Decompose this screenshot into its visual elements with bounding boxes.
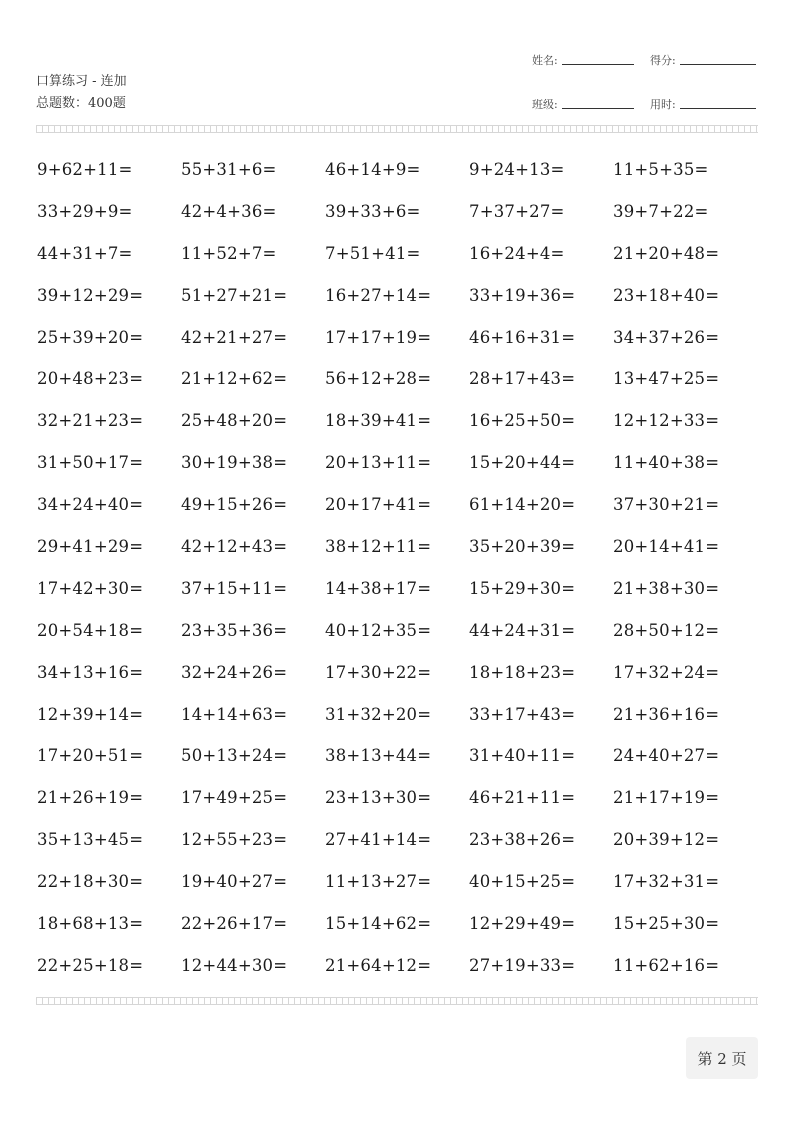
problem-item: 61+14+20= bbox=[469, 495, 576, 515]
problem-item: 17+32+31= bbox=[613, 872, 720, 892]
problem-item: 31+40+11= bbox=[469, 746, 576, 766]
problem-item: 21+26+19= bbox=[37, 788, 144, 808]
name-blank bbox=[562, 63, 634, 65]
problem-item: 33+29+9= bbox=[37, 201, 133, 221]
problem-item: 17+49+25= bbox=[181, 788, 288, 808]
problem-item: 14+38+17= bbox=[325, 578, 432, 598]
problem-item: 34+13+16= bbox=[37, 662, 144, 682]
problem-item: 39+12+29= bbox=[37, 285, 144, 305]
problem-item: 27+19+33= bbox=[469, 955, 576, 975]
bottom-border-divider bbox=[36, 997, 758, 1005]
problem-item: 34+24+40= bbox=[37, 495, 144, 515]
problem-item: 42+12+43= bbox=[181, 537, 288, 557]
problem-item: 37+15+11= bbox=[181, 578, 288, 598]
problem-item: 15+25+30= bbox=[613, 914, 720, 934]
problem-item: 16+27+14= bbox=[325, 285, 432, 305]
problem-item: 16+24+4= bbox=[469, 243, 565, 263]
problem-item: 39+7+22= bbox=[613, 201, 709, 221]
problem-item: 22+18+30= bbox=[37, 872, 144, 892]
problem-item: 12+12+33= bbox=[613, 411, 720, 431]
problem-item: 21+12+62= bbox=[181, 369, 288, 389]
problem-item: 56+12+28= bbox=[325, 369, 432, 389]
problem-item: 35+13+45= bbox=[37, 830, 144, 850]
problem-item: 31+32+20= bbox=[325, 704, 432, 724]
problem-grid bbox=[37, 155, 757, 993]
problem-item: 12+39+14= bbox=[37, 704, 144, 724]
problem-item: 20+54+18= bbox=[37, 620, 144, 640]
problem-item: 17+32+24= bbox=[613, 662, 720, 682]
problem-item: 22+26+17= bbox=[181, 914, 288, 934]
problem-item: 11+52+7= bbox=[181, 243, 277, 263]
problem-item: 32+24+26= bbox=[181, 662, 288, 682]
problem-item: 34+37+26= bbox=[613, 327, 720, 347]
time-blank bbox=[680, 107, 756, 109]
problem-item: 23+35+36= bbox=[181, 620, 288, 640]
class-blank bbox=[562, 107, 634, 109]
problem-item: 18+39+41= bbox=[325, 411, 432, 431]
problem-item: 44+24+31= bbox=[469, 620, 576, 640]
problem-item: 39+33+6= bbox=[325, 201, 421, 221]
problem-item: 32+21+23= bbox=[37, 411, 144, 431]
score-label: 得分: bbox=[650, 54, 676, 67]
problem-item: 28+50+12= bbox=[613, 620, 720, 640]
problem-item: 21+64+12= bbox=[325, 955, 432, 975]
problem-item: 46+16+31= bbox=[469, 327, 576, 347]
problem-item: 12+55+23= bbox=[181, 830, 288, 850]
score-blank bbox=[680, 63, 756, 65]
problem-item: 20+48+23= bbox=[37, 369, 144, 389]
name-label: 姓名: bbox=[532, 54, 558, 67]
problem-item: 13+47+25= bbox=[613, 369, 720, 389]
problem-item: 42+4+36= bbox=[181, 201, 277, 221]
problem-item: 7+51+41= bbox=[325, 243, 421, 263]
problem-item: 22+25+18= bbox=[37, 955, 144, 975]
problem-item: 9+24+13= bbox=[469, 160, 565, 179]
problem-item: 30+19+38= bbox=[181, 453, 288, 473]
problem-item: 15+29+30= bbox=[469, 578, 576, 598]
problem-item: 11+5+35= bbox=[613, 160, 709, 179]
class-label: 班级: bbox=[532, 98, 558, 111]
problem-item: 27+41+14= bbox=[325, 830, 432, 850]
worksheet-title: 口算练习 - 连加 bbox=[36, 74, 127, 89]
problem-item: 12+29+49= bbox=[469, 914, 576, 934]
problem-item: 35+20+39= bbox=[469, 537, 576, 557]
problem-item: 21+17+19= bbox=[613, 788, 720, 808]
problem-item: 55+31+6= bbox=[181, 160, 277, 179]
problem-item: 20+14+41= bbox=[613, 537, 720, 557]
problem-item: 20+39+12= bbox=[613, 830, 720, 850]
problem-item: 20+17+41= bbox=[325, 495, 432, 515]
problem-item: 18+68+13= bbox=[37, 914, 144, 934]
problem-item: 49+15+26= bbox=[181, 495, 288, 515]
class-field bbox=[532, 96, 634, 112]
time-field bbox=[650, 96, 756, 112]
problem-item: 25+48+20= bbox=[181, 411, 288, 431]
problem-item: 15+14+62= bbox=[325, 914, 432, 934]
problem-item: 46+21+11= bbox=[469, 788, 576, 808]
problem-item: 38+12+11= bbox=[325, 537, 432, 557]
problem-item: 33+19+36= bbox=[469, 285, 576, 305]
problem-item: 51+27+21= bbox=[181, 285, 288, 305]
problem-item: 18+18+23= bbox=[469, 662, 576, 682]
problem-item: 44+31+7= bbox=[37, 243, 133, 263]
problem-item: 11+40+38= bbox=[613, 453, 720, 473]
problem-item: 42+21+27= bbox=[181, 327, 288, 347]
problem-item: 16+25+50= bbox=[469, 411, 576, 431]
problem-item: 40+12+35= bbox=[325, 620, 432, 640]
problem-item: 33+17+43= bbox=[469, 704, 576, 724]
problem-item: 50+13+24= bbox=[181, 746, 288, 766]
problem-item: 12+44+30= bbox=[181, 955, 288, 975]
problem-item: 17+30+22= bbox=[325, 662, 432, 682]
problem-item: 20+13+11= bbox=[325, 453, 432, 473]
score-field bbox=[650, 52, 756, 68]
problem-item: 11+13+27= bbox=[325, 872, 432, 892]
header-left bbox=[36, 72, 127, 114]
problem-item: 7+37+27= bbox=[469, 201, 565, 221]
problem-item: 31+50+17= bbox=[37, 453, 144, 473]
page-number-badge: 第 2 页 bbox=[686, 1037, 758, 1079]
problem-item: 40+15+25= bbox=[469, 872, 576, 892]
problem-item: 21+36+16= bbox=[613, 704, 720, 724]
problem-item: 17+42+30= bbox=[37, 578, 144, 598]
problem-item: 23+38+26= bbox=[469, 830, 576, 850]
problem-item: 28+17+43= bbox=[469, 369, 576, 389]
problem-item: 25+39+20= bbox=[37, 327, 144, 347]
problem-item: 23+18+40= bbox=[613, 285, 720, 305]
problem-item: 21+20+48= bbox=[613, 243, 720, 263]
total-count: 总题数：400题 bbox=[36, 96, 126, 111]
problem-item: 23+13+30= bbox=[325, 788, 432, 808]
top-border-divider bbox=[36, 125, 758, 133]
problem-item: 38+13+44= bbox=[325, 746, 432, 766]
time-label: 用时: bbox=[650, 98, 676, 111]
problem-item: 37+30+21= bbox=[613, 495, 720, 515]
problem-item: 19+40+27= bbox=[181, 872, 288, 892]
problem-item: 21+38+30= bbox=[613, 578, 720, 598]
problem-item: 24+40+27= bbox=[613, 746, 720, 766]
problem-item: 17+17+19= bbox=[325, 327, 432, 347]
problem-item: 14+14+63= bbox=[181, 704, 288, 724]
name-field bbox=[532, 52, 634, 68]
problem-item: 29+41+29= bbox=[37, 537, 144, 557]
problem-item: 11+62+16= bbox=[613, 955, 720, 975]
problem-item: 46+14+9= bbox=[325, 160, 421, 179]
problem-item: 9+62+11= bbox=[37, 160, 133, 179]
problem-item: 17+20+51= bbox=[37, 746, 144, 766]
problem-item: 15+20+44= bbox=[469, 453, 576, 473]
